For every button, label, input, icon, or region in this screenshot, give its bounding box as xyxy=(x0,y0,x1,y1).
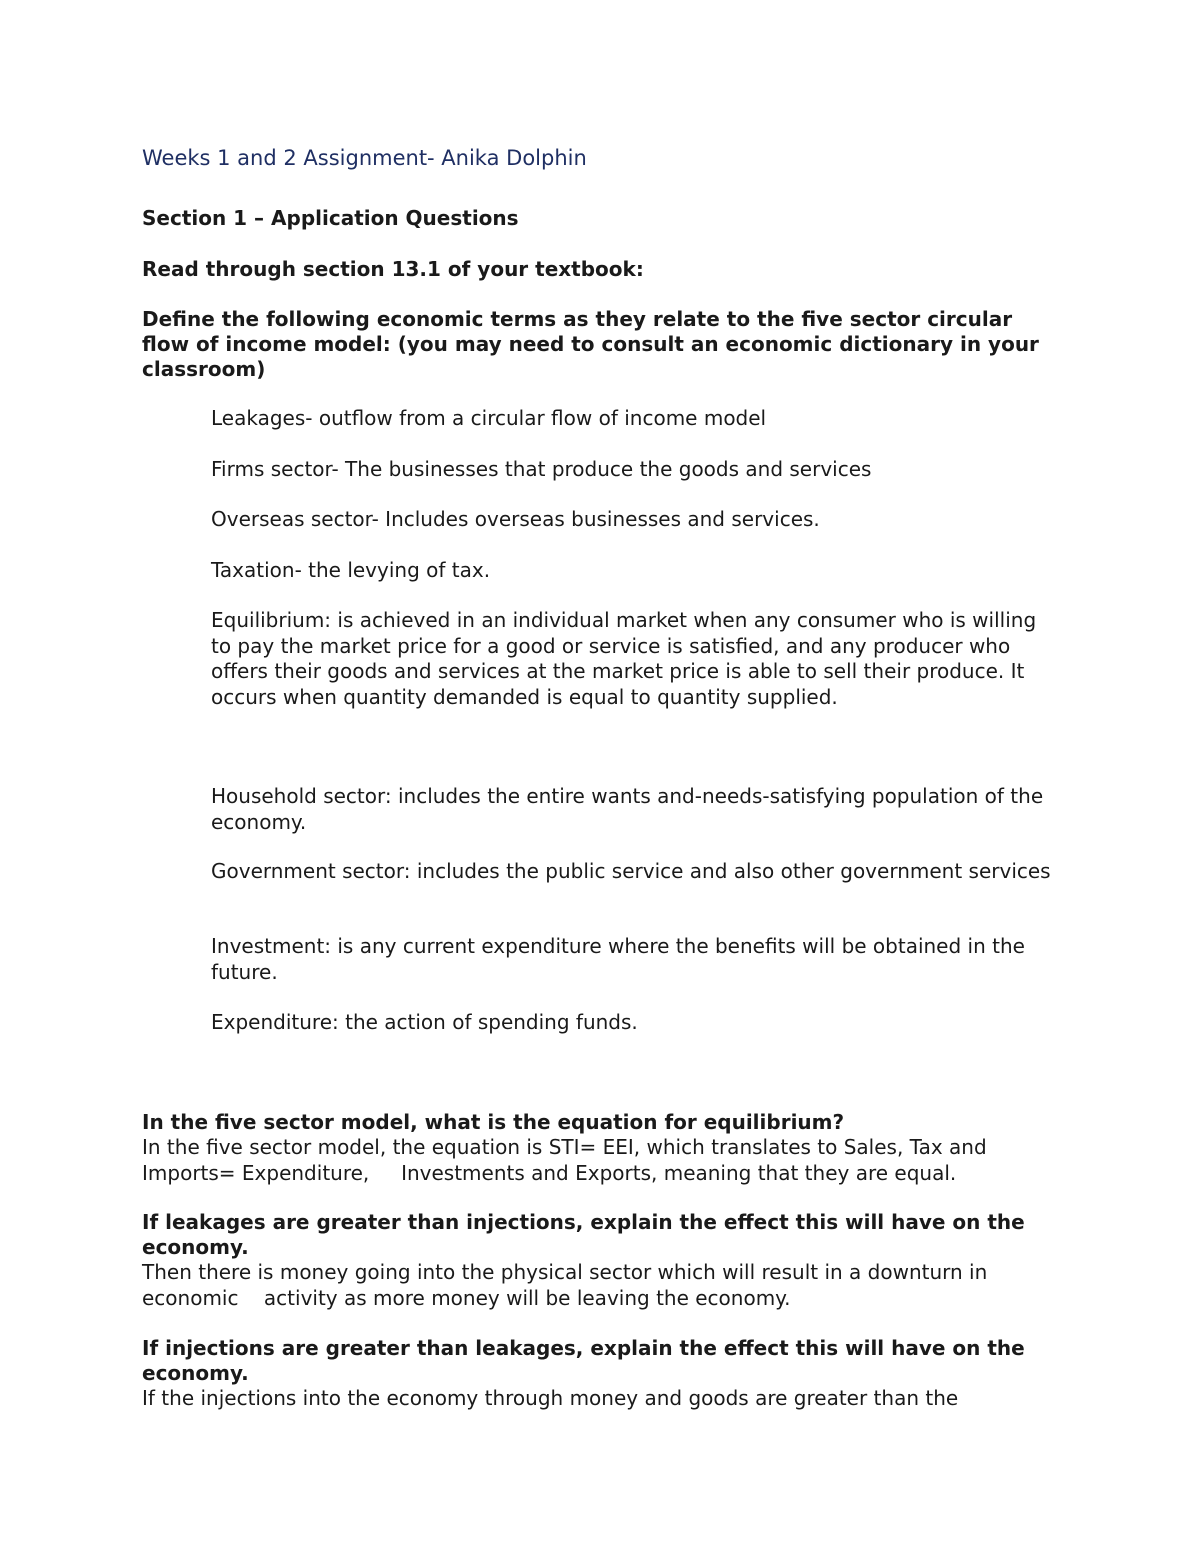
definition-investment: Investment: is any current expenditure where the benefits will be obtained in the future. xyxy=(211,934,1025,984)
question-block-equilibrium xyxy=(142,1110,1072,1186)
definition-equilibrium: Equilibrium: is achieved in an individual market when any consumer who is willing to pay the market price for a good or service is satisfied, and any producer who offers their goods and services at the market price is able to sell their produce. It occurs when quantity demanded is equal to quantity supplied. xyxy=(211,608,1037,709)
definition-taxation: Taxation- the levying of tax. xyxy=(211,558,491,582)
document-title: Weeks 1 and 2 Assignment- Anika Dolphin xyxy=(142,146,587,170)
question-text: In the five sector model, what is the equation for equilibrium? xyxy=(142,1110,845,1134)
definition-expenditure: Expenditure: the action of spending funds. xyxy=(211,1010,638,1034)
question-block-leakages xyxy=(142,1210,1072,1311)
question-text: If injections are greater than leakages, explain the effect this will have on the economy. xyxy=(142,1336,1025,1385)
definition-overseas-sector: Overseas sector- Includes overseas businesses and services. xyxy=(211,507,820,531)
definition-household-sector: Household sector: includes the entire wants and-needs-satisfying population of the economy. xyxy=(211,784,1044,834)
definition-firms-sector: Firms sector- The businesses that produce the goods and services xyxy=(211,457,872,481)
question-text: If leakages are greater than injections, explain the effect this will have on the economy. xyxy=(142,1210,1025,1259)
question-block-injections xyxy=(142,1336,1072,1412)
answer-text: In the five sector model, the equation is STI= EEI, which translates to Sales, Tax and Imports= Expenditure, Investments and Exports, meaning that they are equal. xyxy=(142,1135,993,1185)
section-heading: Section 1 – Application Questions xyxy=(142,206,519,230)
reading-instruction: Read through section 13.1 of your textbook: xyxy=(142,257,644,281)
definition-government-sector: Government sector: includes the public service and also other government services xyxy=(211,859,1051,883)
answer-text: Then there is money going into the physical sector which will result in a downturn in economic activity as more money will be leaving the economy. xyxy=(142,1260,994,1310)
answer-text: If the injections into the economy through money and goods are greater than the xyxy=(142,1386,959,1410)
define-instruction: Define the following economic terms as they relate to the five sector circular flow of income model: (you may need to consult an economic dictionary in your classroom) xyxy=(142,307,1039,381)
definition-leakages: Leakages- outflow from a circular flow of income model xyxy=(211,406,767,430)
